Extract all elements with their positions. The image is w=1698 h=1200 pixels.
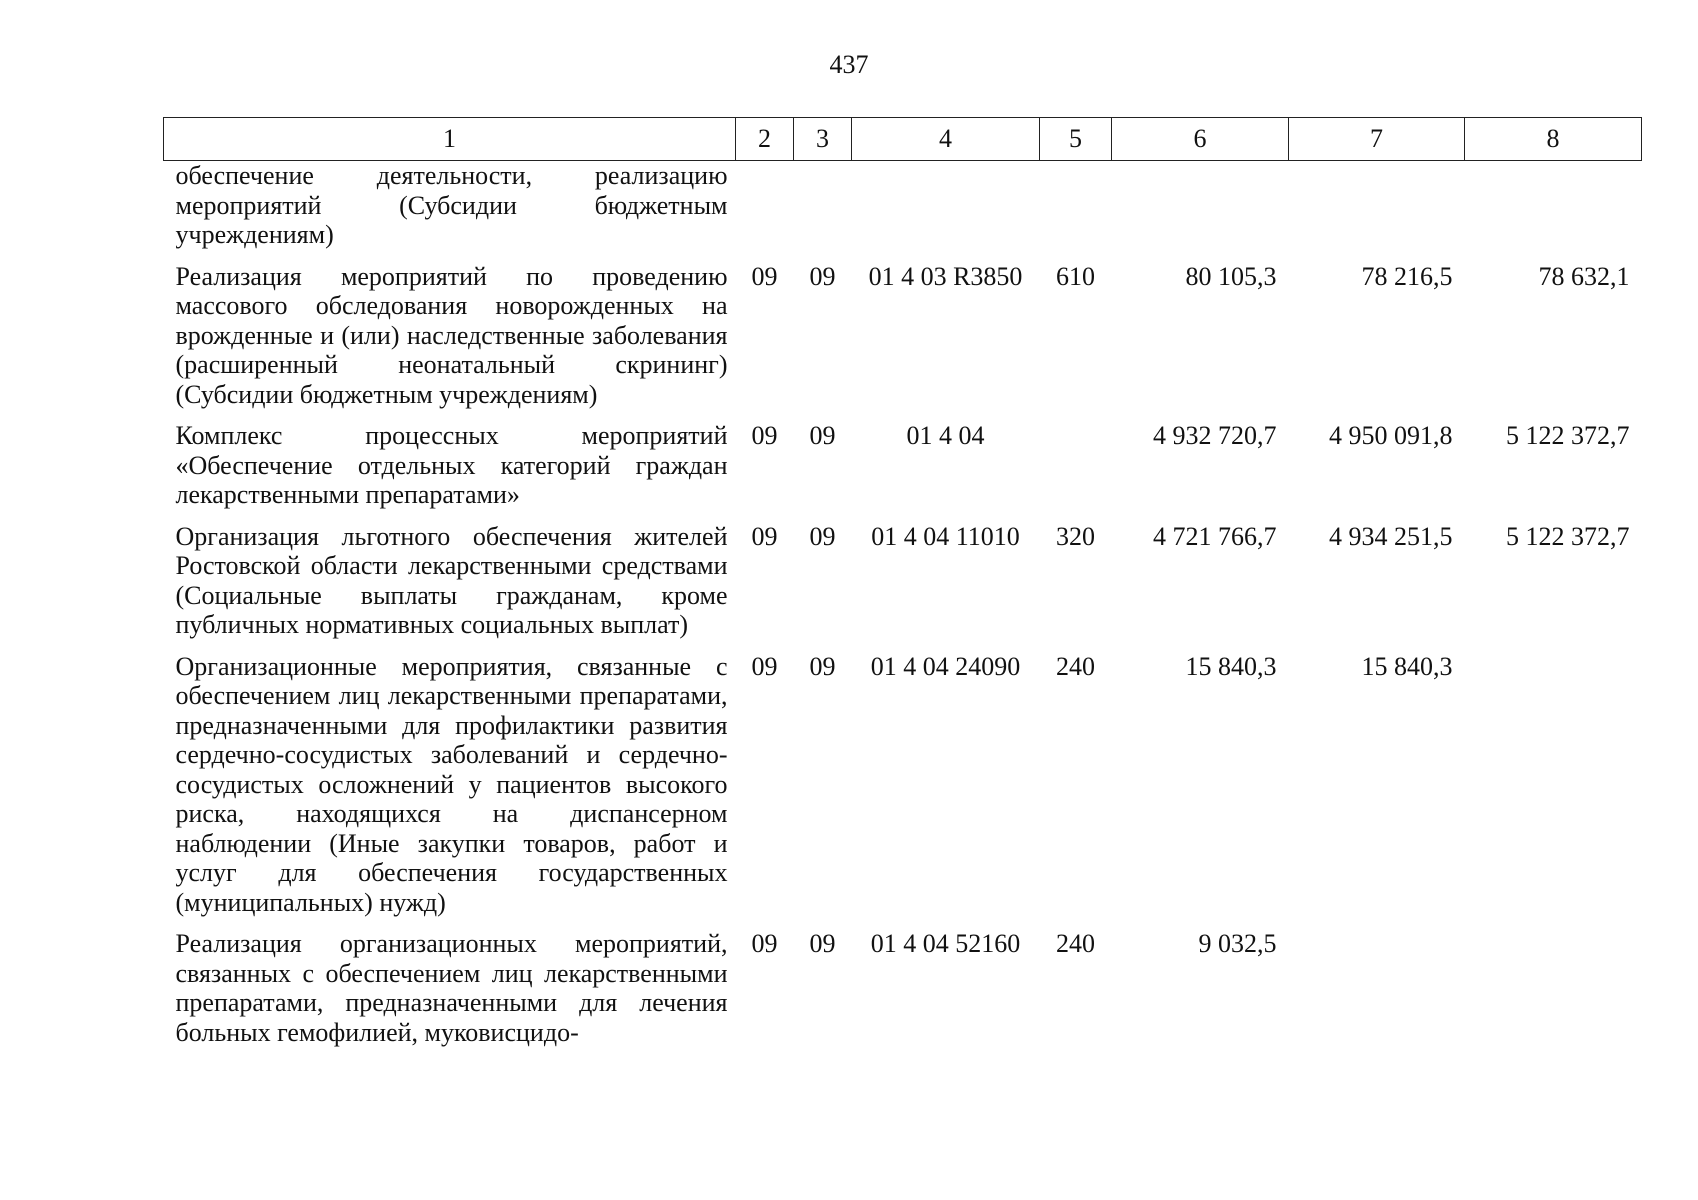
budget-table [163,117,1642,1059]
header-row [164,118,1642,161]
table-row [164,929,1642,1059]
row-amount-8 [1465,161,1642,262]
row-amount-6: 15 840,3 [1185,651,1277,681]
table-header [164,118,1642,161]
row-amount-7: 15 840,3 [1361,651,1453,681]
row-target-article-code: 01 4 04 11010 [871,521,1020,551]
row-target-article-code: 01 4 04 52160 [870,929,1021,958]
row-amount-6: 4 932 720,7 [1153,421,1277,450]
header-cell: 8 [1465,118,1642,161]
table-body [164,161,1642,1060]
row-subsection-code: 09 [809,421,836,450]
row-subsection-code: 09 [809,929,836,958]
row-amount-7 [1289,929,1465,1059]
row-section-code: 09 [751,521,778,551]
row-description: Комплекс процессных мероприятий «Обеспечение отдельных категорий граждан лекарственными препаратами» [175,421,728,509]
row-amount-8: 5 122 372,7 [1506,421,1630,450]
row-description: обеспечение деятельности, реализацию мероприятий (Субсидии бюджетным учреждениям) [175,161,728,249]
row-subsection-code [794,161,852,262]
header-cell: 4 [852,118,1040,161]
row-amount-7: 4 950 091,8 [1329,421,1453,450]
row-section-code: 09 [751,929,778,958]
row-amount-6: 80 105,3 [1185,261,1277,291]
row-description: Организация льготного обеспечения жителей Ростовской области лекарственными средствами (Социальные выплаты гражданам, кроме публичных нормативных социальных выплат) [175,521,728,639]
row-amount-8 [1465,652,1642,930]
row-amount-6 [1112,161,1289,262]
row-target-article-code: 01 4 03 R3850 [868,261,1023,291]
row-amount-7: 78 216,5 [1361,261,1453,291]
row-expense-type-code: 240 [1056,929,1095,958]
page-number: 437 [829,50,869,79]
row-subsection-code: 09 [809,521,836,551]
table-row [164,161,1642,262]
row-subsection-code: 09 [809,261,836,291]
header-cell: 2 [736,118,794,161]
row-target-article-code [852,161,1040,262]
row-amount-7: 4 934 251,5 [1329,521,1453,551]
row-amount-7 [1289,161,1465,262]
row-amount-6: 9 032,5 [1198,929,1277,958]
row-expense-type-code [1040,161,1112,262]
row-expense-type-code [1040,421,1112,522]
row-target-article-code: 01 4 04 24090 [870,651,1021,681]
row-expense-type-code: 610 [1056,261,1095,291]
row-section-code [736,161,794,262]
row-amount-8: 5 122 372,7 [1506,521,1630,551]
header-cell: 6 [1112,118,1289,161]
row-expense-type-code: 320 [1056,521,1095,551]
header-cell: 3 [794,118,852,161]
table-row [164,652,1642,930]
table-row [164,421,1642,522]
header-cell: 5 [1040,118,1112,161]
row-description: Реализация организационных мероприятий, связанных с обеспечением лиц лекарственными препаратами, предназначенными для лечения больных гемофилией, муковисцидо- [175,929,728,1047]
row-section-code: 09 [751,421,778,450]
row-target-article-code: 01 4 04 [906,421,985,450]
row-amount-8: 78 632,1 [1538,261,1630,291]
row-subsection-code: 09 [809,651,836,681]
row-expense-type-code: 240 [1056,651,1095,681]
table-row [164,262,1642,422]
row-description: Организационные мероприятия, связанные с обеспечением лиц лекарственными препаратами, предназначенными для профилактики развития сердечно-сосудистых заболеваний и сердечно-сосудистых осложнений у пациентов высокого риска, находящихся на диспансерном наблюдении (Иные закупки товаров, работ и услуг для обеспечения государственных (муниципальных) нужд) [175,651,728,917]
table-row [164,522,1642,652]
row-section-code: 09 [751,261,778,291]
header-cell: 7 [1289,118,1465,161]
row-amount-8 [1465,929,1642,1059]
header-cell: 1 [164,118,736,161]
row-amount-6: 4 721 766,7 [1153,521,1277,551]
row-section-code: 09 [751,651,778,681]
row-description: Реализация мероприятий по проведению массового обследования новорожденных на врожденные и (или) наследственные заболевания (расширенный неонатальный скрининг) (Субсидии бюджетным учреждениям) [175,261,728,409]
